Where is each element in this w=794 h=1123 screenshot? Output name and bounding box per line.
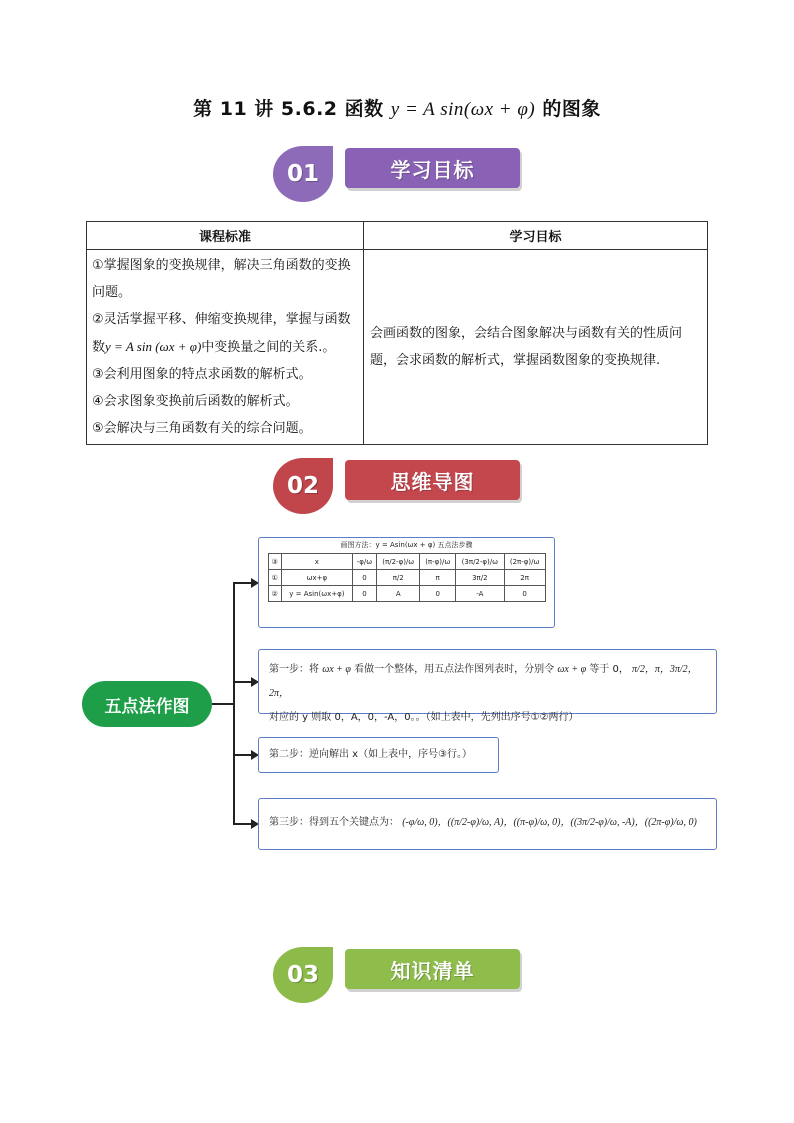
mindmap-root-node: 五点法作图 xyxy=(82,681,212,727)
step1-text: 等于 0， xyxy=(589,664,629,675)
goals-cell: 会画函数的图象，会结合图象解决与函数有关的性质问题，会求函数的解析式，掌握函数图象的变换规律. xyxy=(364,250,708,445)
connector-branch xyxy=(233,754,251,756)
standards-cell xyxy=(87,250,364,445)
mindmap-table-box xyxy=(258,537,555,628)
section-label: 思维导图 xyxy=(345,460,520,500)
standard-item: 数y = A sin (ωx + φ)中变换量之间的关系.。 xyxy=(92,339,336,355)
step1-values: π/2，π，3π/2，2π， xyxy=(269,664,698,699)
step3-text: 第三步：得到五个关键点为： xyxy=(269,817,399,828)
connector-branch xyxy=(233,681,251,683)
table-row: ① ωx+φ 0 π/2 π 3π/2 2π xyxy=(268,570,545,586)
mindmap-step2-box xyxy=(258,737,499,773)
title-prefix: 第 11 讲 5.6.2 函数 xyxy=(193,98,384,120)
table-header-standard: 课程标准 xyxy=(87,222,364,250)
connector-line xyxy=(212,703,234,705)
step1-text: 第一步：将 xyxy=(269,664,319,675)
mini-table-caption: 画图方法：y = Asin(ωx + φ) 五点法步骤 xyxy=(340,541,473,549)
connector-spine xyxy=(233,582,235,825)
section-label: 学习目标 xyxy=(345,148,520,188)
step3-points: (-φ/ω, 0)，((π/2-φ)/ω, A)，((π-φ)/ω, 0)，((3π/2-φ)/ω, -A)，((2π-φ)/ω, 0) xyxy=(402,817,697,828)
standard-item: ②灵活掌握平移、伸缩变换规律，掌握与函数 xyxy=(92,312,351,327)
mindmap-step1-box xyxy=(258,649,717,723)
title-formula: y = A sin(ωx + φ) xyxy=(390,99,536,120)
section-label: 知识清单 xyxy=(345,949,520,989)
standard-item: ④会求图象变换前后函数的解析式。 xyxy=(92,394,299,409)
standard-item: ⑤会解决与三角函数有关的综合问题。 xyxy=(92,421,312,436)
table-row: ② y = Asin(ωx+φ) 0 A 0 -A 0 xyxy=(268,586,545,602)
table-header-goals: 学习目标 xyxy=(364,222,708,250)
step1-text: 看做一个整体，用五点法作图列表时，分别令 xyxy=(354,664,555,675)
section-number-badge: 03 xyxy=(273,947,333,1003)
section-number-badge: 02 xyxy=(273,458,333,514)
section-header-03 xyxy=(273,947,523,1005)
section-number-badge: 01 xyxy=(273,146,333,202)
step1-text: 对应的 y 则取 0，A，0，-A，0。。（如上表中，先列出序号①②两行） xyxy=(269,712,579,723)
step2-text: 第二步：逆向解出 x（如上表中，序号③行。） xyxy=(269,749,473,760)
standard-formula: y = A sin (ωx + φ) xyxy=(105,339,202,354)
step1-expr: ωx + φ xyxy=(557,664,587,675)
mindmap-step3-box xyxy=(258,798,717,850)
standard-item: ①掌握图象的变换规律，解决三角函数的变换问题。 xyxy=(92,258,351,300)
section-header-02 xyxy=(273,458,523,516)
standard-item: ③会利用图象的特点求函数的解析式。 xyxy=(92,367,312,382)
mini-table xyxy=(268,553,546,602)
title-suffix: 的图象 xyxy=(542,98,601,120)
page-title xyxy=(0,94,794,121)
goals-table xyxy=(86,221,708,445)
table-row: ③ x -φ/ω (π/2-φ)/ω (π-φ)/ω (3π/2-φ)/ω (2π-φ)/ω xyxy=(268,554,545,570)
connector-branch xyxy=(233,823,251,825)
section-header-01 xyxy=(273,146,523,204)
step1-expr: ωx + φ xyxy=(322,664,351,675)
connector-branch xyxy=(233,582,251,584)
